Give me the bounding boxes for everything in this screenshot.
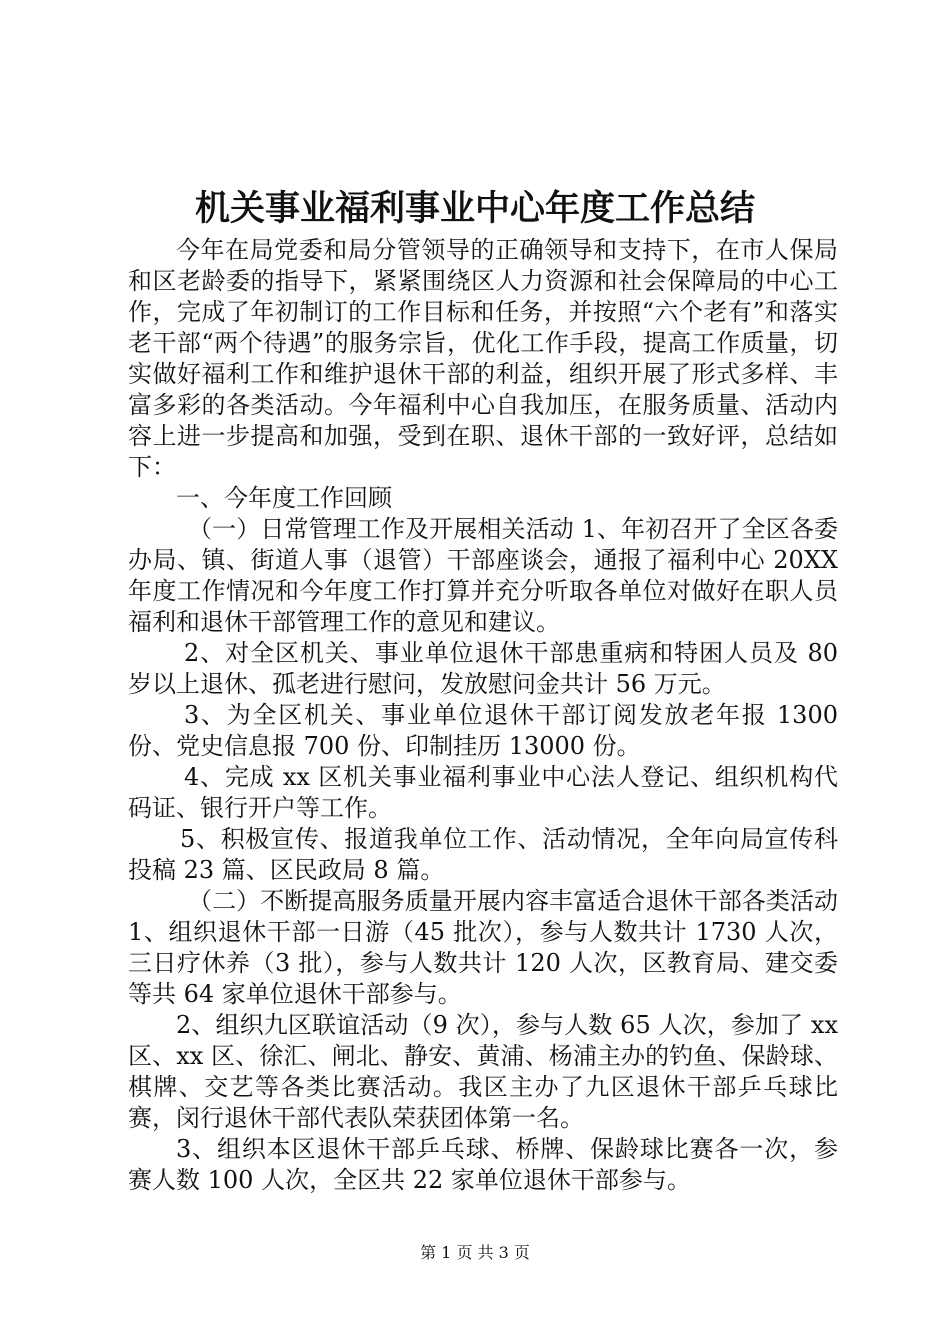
paragraph-intro: 今年在局党委和局分管领导的正确领导和支持下，在市人保局和区老龄委的指导下，紧紧围绕区人力资源和社会保障局的中心工作，完成了年初制订的工作目标和任务，并按照“六个老有”和落实老干部“两个待遇”的服务宗旨，优化工作手段，提高工作质量，切实做好福利工作和维护退休干部的利益，组织开展了形式多样、丰富多彩的各类活动。今年福利中心自我加压，在服务质量、活动内容上进一步提高和加强，受到在职、退休干部的一致好评，总结如下： [128,236,838,481]
paragraph-subsection-1: （一）日常管理工作及开展相关活动 1、年初召开了全区各委办局、镇、街道人事（退管）干部座谈会，通报了福利中心 20XX 年度工作情况和今年度工作打算并充分听取各单位对做好在职人员福利和退休干部管理工作的意见和建议。 [128,515,838,636]
paragraph-item-5: 5、积极宣传、报道我单位工作、活动情况，全年向局宣传科投稿 23 篇、区民政局 8 篇。 [128,825,838,884]
document-title: 机关事业福利事业中心年度工作总结 [194,188,755,229]
paragraph-item-4: 4、完成 xx 区机关事业福利事业中心法人登记、组织机构代码证、银行开户等工作。 [128,763,838,822]
section-heading: 一、今年度工作回顾 [176,484,392,512]
paragraph-item-3: 3、为全区机关、事业单位退休干部订阅发放老年报 1300 份、党史信息报 700 份、印制挂历 13000 份。 [128,701,838,760]
paragraph-item-2: 2、对全区机关、事业单位退休干部患重病和特困人员及 80 岁以上退休、孤老进行慰问，发放慰问金共计 56 万元。 [128,639,838,698]
paragraph-activity-2: 2、组织九区联谊活动（9 次），参与人数 65 人次，参加了 xx 区、xx 区、徐汇、闸北、静安、黄浦、杨浦主办的钓鱼、保龄球、棋牌、交艺等各类比赛活动。我区主办了九区退休干部乒乓球比赛，闵行退休干部代表队荣获团体第一名。 [128,1011,838,1132]
paragraph-subsection-2: （二）不断提高服务质量开展内容丰富适合退休干部各类活动 1、组织退休干部一日游（45 批次），参与人数共计 1730 人次，三日疗休养（3 批），参与人数共计 120 人次，区教育局、建交委等共 64 家单位退休干部参与。 [128,887,838,1008]
paragraph-activity-3: 3、组织本区退休干部乒乓球、桥牌、保龄球比赛各一次，参赛人数 100 人次，全区共 22 家单位退休干部参与。 [128,1135,838,1194]
document-body [128,235,838,1196]
page-number-footer: 第 1 页 共 3 页 [420,1243,530,1262]
